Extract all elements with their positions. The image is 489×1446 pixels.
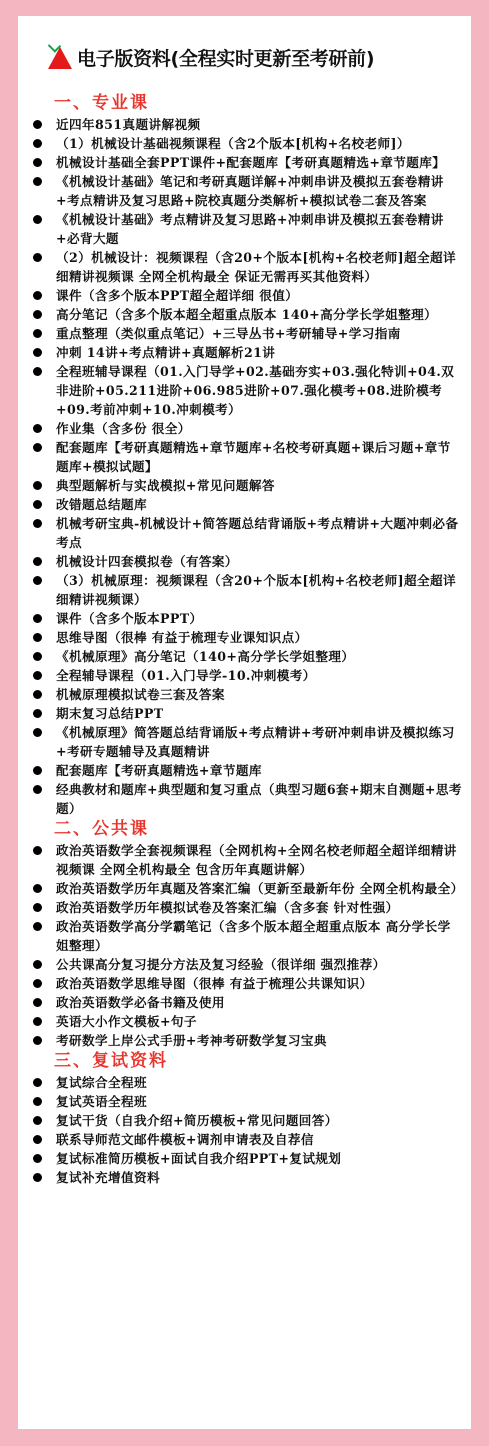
- list-item-text: 作业集（含多份 很全）: [56, 421, 191, 436]
- list-item-text: 机械考研宝典-机械设计+简答题总结背诵版+考点精讲+大题冲刺必备考点: [56, 516, 459, 550]
- list-item-text: 机械设计基础全套PPT课件+配套题库【考研真题精选+章节题库】: [56, 155, 446, 170]
- list-item: [30, 917, 462, 955]
- list-item-text: 经典教材和题库+典型题和复习重点（典型习题6套+期末自测题+思考题）: [56, 782, 462, 816]
- list-item: [30, 495, 462, 514]
- bullet-icon: [33, 1154, 42, 1163]
- item-list: [30, 115, 462, 818]
- list-item-text: 配套题库【考研真题精选+章节题库: [56, 763, 262, 778]
- bullet-icon: [33, 253, 42, 262]
- list-item: [30, 1012, 462, 1031]
- list-item-text: 机械原理模拟试卷三套及答案: [56, 687, 225, 702]
- bullet-icon: [33, 922, 42, 931]
- bullet-icon: [33, 884, 42, 893]
- list-item: [30, 514, 462, 552]
- bullet-icon: [33, 979, 42, 988]
- bullet-icon: [33, 1097, 42, 1106]
- list-item: [30, 362, 462, 419]
- list-item-text: 全程辅导课程（01.入门导学-10.冲刺模考）: [56, 668, 316, 683]
- list-item-text: （1）机械设计基础视频课程（含2个版本[机构+名校老师]）: [56, 136, 410, 151]
- bullet-icon: [33, 1078, 42, 1087]
- bullet-icon: [33, 120, 42, 129]
- list-item: [30, 628, 462, 647]
- list-item: [30, 324, 462, 343]
- list-item: [30, 1092, 462, 1111]
- list-item: [30, 1149, 462, 1168]
- list-item: [30, 993, 462, 1012]
- list-item: [30, 974, 462, 993]
- bullet-icon: [33, 903, 42, 912]
- list-item-text: 政治英语数学全套视频课程（全网机构+全网名校老师超全超详细精讲视频课 全网全机构最全 包含历年真题讲解）: [56, 843, 457, 877]
- list-item-text: 《机械原理》简答题总结背诵版+考点精讲+考研冲刺串讲及模拟练习+考研专题辅导及真题精讲: [56, 725, 455, 759]
- list-item-text: 课件（含多个版本PPT）: [56, 611, 203, 626]
- list-item-text: 考研数学上岸公式手册+考神考研数学复习宝典: [56, 1033, 327, 1048]
- list-item-text: 全程班辅导课程（01.入门导学+02.基础夯实+03.强化特训+04.双非进阶+05.211进阶+06.985进阶+07.强化模考+08.进阶模考+09.考前冲刺+10.冲刺模考）: [56, 364, 455, 417]
- list-item-text: 机械设计四套模拟卷（有答案）: [56, 554, 238, 569]
- bullet-icon: [33, 348, 42, 357]
- list-item-text: 公共课高分复习提分方法及复习经验（很详细 强烈推荐）: [56, 957, 386, 972]
- list-item: [30, 476, 462, 495]
- list-item: [30, 761, 462, 780]
- list-item-text: 政治英语数学历年模拟试卷及答案汇编（含多套 针对性强）: [56, 900, 399, 915]
- bullet-icon: [33, 481, 42, 490]
- bullet-icon: [33, 519, 42, 528]
- bullet-icon: [33, 690, 42, 699]
- bullet-icon: [33, 1017, 42, 1026]
- bullet-icon: [33, 158, 42, 167]
- list-item: [30, 609, 462, 628]
- list-item-text: 《机械设计基础》笔记和考研真题详解+冲刺串讲及模拟五套卷精讲+考点精讲及复习思路+院校真题分类解析+模拟试卷二套及答案: [56, 174, 444, 208]
- bullet-icon: [33, 367, 42, 376]
- bullet-icon: [33, 633, 42, 642]
- list-item: [30, 898, 462, 917]
- list-item: [30, 210, 462, 248]
- list-item: [30, 685, 462, 704]
- section-retest: [30, 1050, 462, 1187]
- list-item-text: 复试补充增值资料: [56, 1170, 160, 1185]
- document-card: [18, 16, 471, 1429]
- bullet-icon: [33, 576, 42, 585]
- list-item-text: 思维导图（很棒 有益于梳理专业课知识点）: [56, 630, 308, 645]
- bullet-icon: [33, 424, 42, 433]
- list-item: [30, 571, 462, 609]
- bullet-icon: [33, 998, 42, 1007]
- list-item: [30, 115, 462, 134]
- list-item-text: 复试综合全程班: [56, 1075, 147, 1090]
- list-item-text: 改错题总结题库: [56, 497, 147, 512]
- section-heading: 一、专业课: [54, 93, 149, 113]
- list-item-text: 政治英语数学必备书籍及使用: [56, 995, 225, 1010]
- bullet-icon: [33, 557, 42, 566]
- list-item: [30, 419, 462, 438]
- list-item-text: 英语大小作文模板+句子: [56, 1014, 197, 1029]
- list-item: [30, 134, 462, 153]
- list-item: [30, 552, 462, 571]
- bullet-icon: [33, 671, 42, 680]
- bullet-icon: [33, 139, 42, 148]
- list-item: [30, 438, 462, 476]
- bullet-icon: [33, 329, 42, 338]
- bullet-icon: [33, 1116, 42, 1125]
- list-item-text: 政治英语数学历年真题及答案汇编（更新至最新年份 全网全机构最全）: [56, 881, 464, 896]
- bullet-icon: [33, 728, 42, 737]
- title-text: 电子版资料(全程实时更新至考研前): [77, 48, 375, 70]
- bullet-icon: [33, 766, 42, 775]
- bullet-icon: [33, 177, 42, 186]
- item-list: [30, 841, 462, 1050]
- list-item: [30, 343, 462, 362]
- list-item-text: 复试标准简历模板+面试自我介绍PPT+复试规划: [56, 1151, 342, 1166]
- list-item: [30, 1130, 462, 1149]
- bullet-icon: [33, 1135, 42, 1144]
- item-list: [30, 1073, 462, 1187]
- bullet-icon: [33, 1036, 42, 1045]
- list-item: [30, 780, 462, 818]
- list-item: [30, 1111, 462, 1130]
- bullet-icon: [33, 310, 42, 319]
- section-heading: 三、复试资料: [54, 1051, 168, 1071]
- bullet-icon: [33, 500, 42, 509]
- list-item-text: 高分笔记（含多个版本超全超重点版本 140+高分学长学姐整理）: [56, 307, 438, 322]
- list-item-text: 冲刺 14讲+考点精讲+真题解析21讲: [56, 345, 276, 360]
- list-item-text: 《机械设计基础》考点精讲及复习思路+冲刺串讲及模拟五套卷精讲+必背大题: [56, 212, 444, 246]
- bullet-icon: [33, 614, 42, 623]
- bullet-icon: [33, 846, 42, 855]
- list-item: [30, 248, 462, 286]
- list-item-text: 配套题库【考研真题精选+章节题库+名校考研真题+课后习题+章节题库+模拟试题】: [56, 440, 451, 474]
- list-item-text: 政治英语数学思维导图（很棒 有益于梳理公共课知识）: [56, 976, 373, 991]
- list-item: [30, 1168, 462, 1187]
- bullet-icon: [33, 960, 42, 969]
- list-item: [30, 1073, 462, 1092]
- list-item-text: 政治英语数学高分学霸笔记（含多个版本超全超重点版本 高分学长学姐整理）: [56, 919, 451, 953]
- list-item: [30, 286, 462, 305]
- list-item-text: 近四年851真题讲解视频: [56, 117, 201, 132]
- list-item-text: （2）机械设计：视频课程（含20+个版本[机构+名校老师]超全超详细精讲视频课 全网全机构最全 保证无需再买其他资料）: [56, 250, 456, 284]
- bullet-icon: [33, 785, 42, 794]
- list-item: [30, 305, 462, 324]
- bullet-icon: [33, 652, 42, 661]
- list-item: [30, 955, 462, 974]
- bullet-icon: [33, 1173, 42, 1182]
- list-item: [30, 841, 462, 879]
- list-item: [30, 723, 462, 761]
- bullet-icon: [33, 443, 42, 452]
- list-item-text: 典型题解析与实战模拟+常见问题解答: [56, 478, 275, 493]
- list-item: [30, 647, 462, 666]
- list-item: [30, 666, 462, 685]
- page-title: [48, 44, 374, 71]
- bullet-icon: [33, 215, 42, 224]
- list-item-text: 复试干货（自我介绍+简历模板+常见问题回答）: [56, 1113, 338, 1128]
- list-item-text: 重点整理（类似重点笔记）+三导丛书+考研辅导+学习指南: [56, 326, 401, 341]
- list-item: [30, 153, 462, 172]
- content-list: [30, 92, 462, 1187]
- section-public: [30, 818, 462, 1050]
- warning-triangle-icon: [48, 47, 72, 69]
- list-item-text: 期末复习总结PPT: [56, 706, 164, 721]
- list-item: [30, 172, 462, 210]
- section-heading: 二、公共课: [54, 819, 149, 839]
- list-item: [30, 879, 462, 898]
- bullet-icon: [33, 709, 42, 718]
- list-item-text: 《机械原理》高分笔记（140+高分学长学姐整理）: [56, 649, 355, 664]
- bullet-icon: [33, 291, 42, 300]
- list-item-text: 联系导师范文邮件模板+调剂申请表及自荐信: [56, 1132, 314, 1147]
- list-item-text: （3）机械原理：视频课程（含20+个版本[机构+名校老师]超全超详细精讲视频课）: [56, 573, 456, 607]
- section-professional: [30, 92, 462, 818]
- list-item: [30, 704, 462, 723]
- list-item-text: 复试英语全程班: [56, 1094, 147, 1109]
- list-item: [30, 1031, 462, 1050]
- list-item-text: 课件（含多个版本PPT超全超详细 很值）: [56, 288, 299, 303]
